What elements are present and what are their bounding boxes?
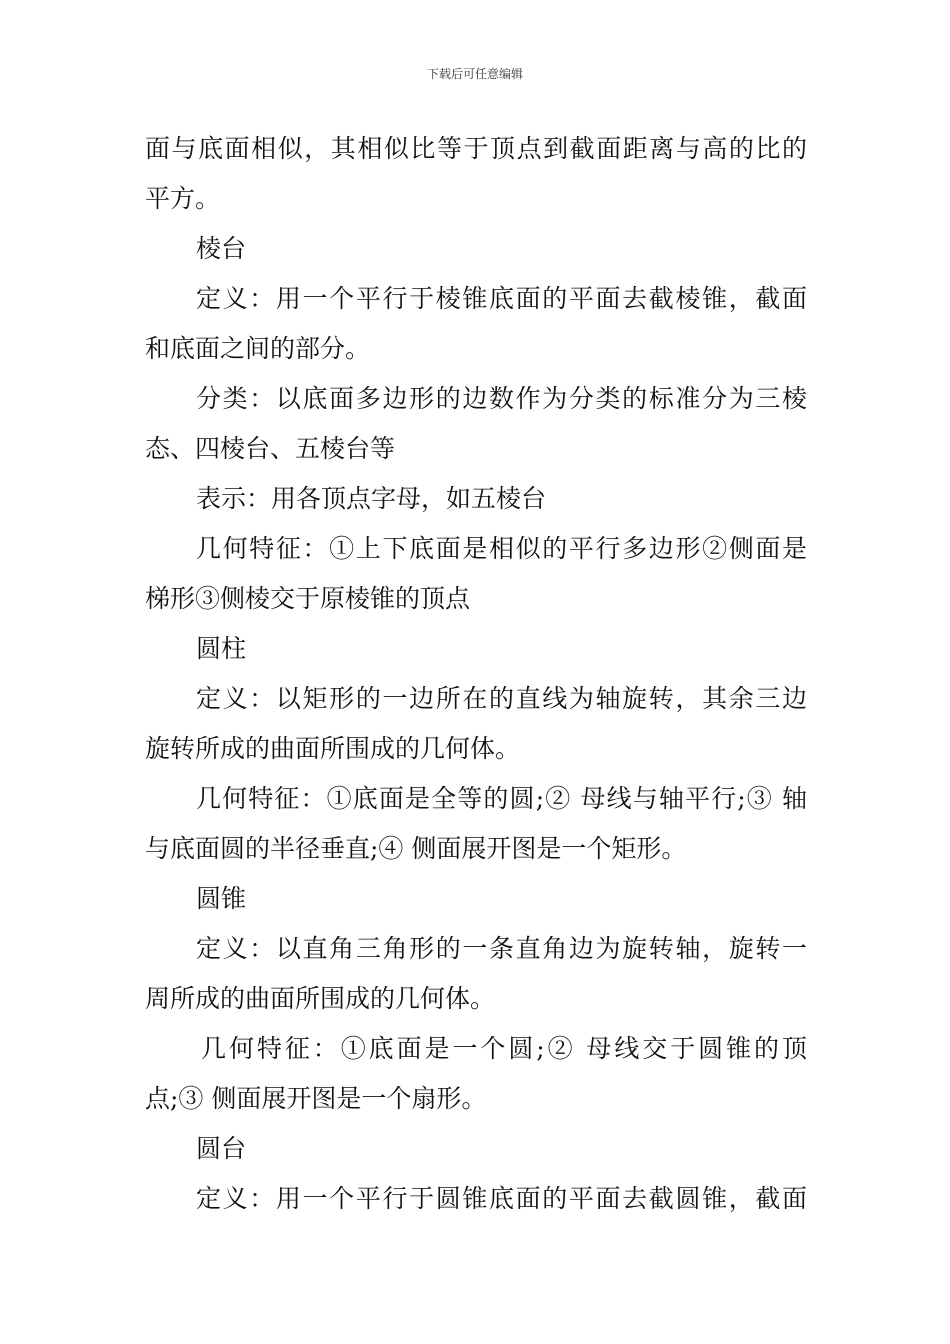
document-body [145,124,807,1224]
text-line: 表示：用各顶点字母，如五棱台 [196,484,547,513]
section-heading-cylinder: 圆柱 [196,634,247,663]
text-line: 几何特征：①上下底面是相似的平行多边形②侧面是 [196,534,807,563]
text-line: 定义：用一个平行于圆锥底面的平面去截圆锥，截面 [196,1184,807,1213]
text-line: 态、四棱台、五棱台等 [145,434,396,463]
text-line: 定义：用一个平行于棱锥底面的平面去截棱锥，截面 [196,284,807,313]
text-line: 分类：以底面多边形的边数作为分类的标准分为三棱 [196,384,807,413]
section-heading-frustum-pyramid: 棱台 [196,234,247,263]
text-line: 周所成的曲面所围成的几何体。 [145,984,496,1013]
text-line: 梯形③侧棱交于原棱锥的顶点 [145,584,471,613]
text-line: 定义：以矩形的一边所在的直线为轴旋转，其余三边 [196,684,807,713]
page-header: 下载后可任意编辑 [426,67,523,81]
text-line: 平方。 [145,184,221,213]
text-line: 与底面圆的半径垂直;④ 侧面展开图是一个矩形。 [145,834,687,863]
text-line: 几何特征：①底面是一个圆;② 母线交于圆锥的顶 [201,1034,807,1063]
section-heading-frustum-cone: 圆台 [196,1134,247,1163]
text-line: 几何特征：①底面是全等的圆;② 母线与轴平行;③ 轴 [196,784,807,813]
section-heading-cone: 圆锥 [196,884,247,913]
text-line: 旋转所成的曲面所围成的几何体。 [145,734,521,763]
text-line: 点;③ 侧面展开图是一个扇形。 [145,1084,487,1113]
text-line: 定义：以直角三角形的一条直角边为旋转轴，旋转一 [196,934,807,963]
text-line: 和底面之间的部分。 [145,334,371,363]
text-line: 面与底面相似，其相似比等于顶点到截面距离与高的比的 [145,134,807,163]
